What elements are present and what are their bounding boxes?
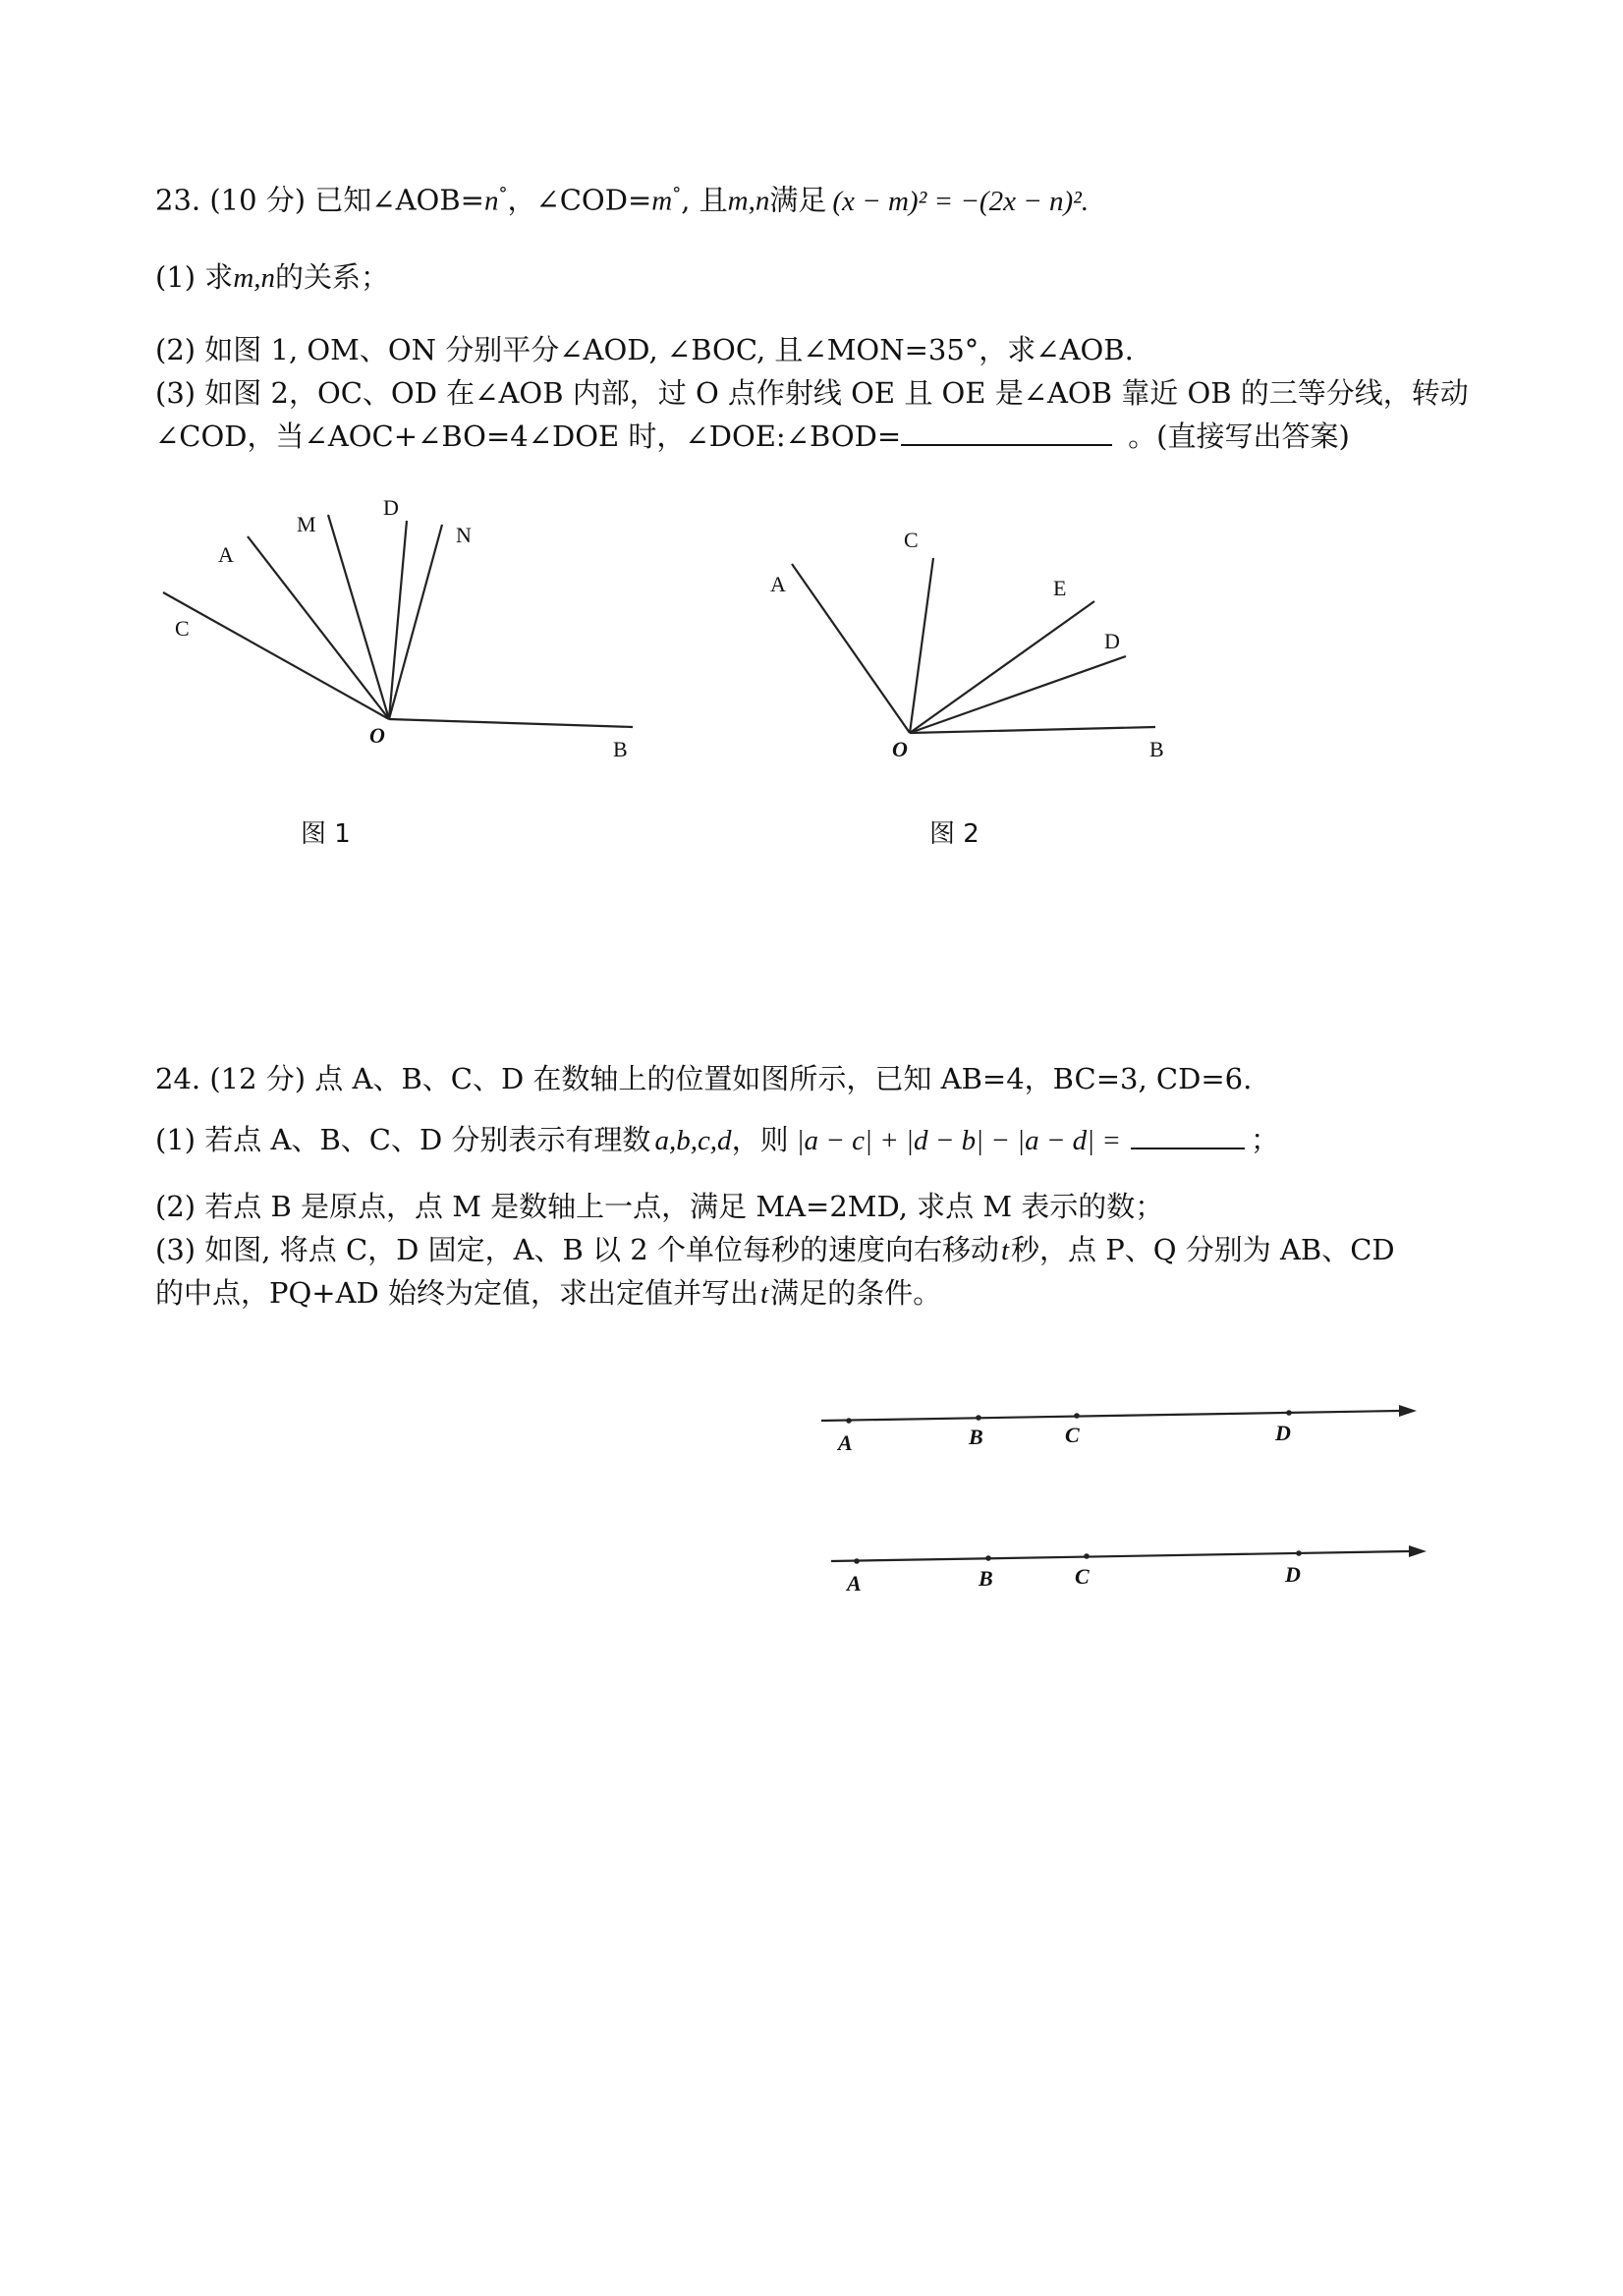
var-n: n xyxy=(483,185,499,217)
axis2-label-b: B xyxy=(979,1566,993,1591)
fig2-label-o: O xyxy=(892,737,908,761)
q23-header xyxy=(155,175,1089,221)
fig2-ray-oc xyxy=(910,558,933,733)
q23-part3-line2b: 。(直接写出答案) xyxy=(1128,420,1350,453)
var-t: t xyxy=(760,1278,769,1310)
q23-header-a: 23. (10 分) 已知∠AOB= xyxy=(155,183,484,217)
var-t: t xyxy=(1000,1235,1010,1266)
vars-abcd: a,b,c,d xyxy=(654,1125,732,1156)
q24-part3-line2b: 满足的条件。 xyxy=(770,1276,942,1310)
ray-on xyxy=(389,525,442,719)
answer-blank[interactable] xyxy=(901,419,1112,446)
point-a xyxy=(854,1558,860,1564)
figure-2-caption: 图 2 xyxy=(929,819,979,849)
q24-part1-b: ，则 xyxy=(731,1123,789,1156)
point-c xyxy=(1084,1553,1090,1559)
number-line-1 xyxy=(821,1405,1417,1455)
arrow-head xyxy=(1409,1545,1427,1557)
vars-mn: m,n xyxy=(233,262,276,294)
axis2-label-c: C xyxy=(1075,1564,1090,1589)
q24-part3-line2a: 的中点，PQ+AD 始终为定值，求出定值并写出 xyxy=(155,1276,758,1310)
label-b: B xyxy=(613,737,628,761)
q24-part1-a: (1) 若点 A、B、C、D 分别表示有理数 xyxy=(155,1123,651,1156)
label-n: N xyxy=(456,523,472,547)
point-d xyxy=(1296,1550,1302,1556)
point-b xyxy=(985,1555,991,1561)
ray-od xyxy=(389,521,407,719)
figure-1-caption: 图 1 xyxy=(301,819,351,849)
q24-part3-line2 xyxy=(155,1273,941,1314)
answer-blank[interactable] xyxy=(1131,1122,1245,1149)
q24-header: 24. (12 分) 点 A、B、C、D 在数轴上的位置如图所示，已知 AB=4，BC=3, CD=6. xyxy=(155,1062,1253,1095)
fig2-label-a: A xyxy=(770,572,786,596)
ray-oa xyxy=(248,536,389,719)
q24-part3-line1 xyxy=(155,1230,1395,1270)
label-c: C xyxy=(175,616,190,641)
fig2-ray-oe xyxy=(910,601,1094,733)
equation: (x − m)² = −(2x − n)². xyxy=(832,185,1090,217)
q23-part1-a: (1) 求 xyxy=(155,260,234,294)
degree-mark: ° xyxy=(498,184,508,204)
q23-part3-line2a: ∠COD，当∠AOC+∠BO=4∠DOE 时，∠DOE:∠BOD= xyxy=(155,420,902,453)
q23-part3-line1: (3) 如图 2，OC、OD 在∠AOB 内部，过 O 点作射线 OE 且 OE 是∠AOB 靠近 OB 的三等分线，转动 xyxy=(155,376,1469,410)
var-m: m xyxy=(651,185,673,217)
vars-mn: m,n xyxy=(727,185,770,217)
q23-part2: (2) 如图 1, OM、ON 分别平分∠AOD, ∠BOC, 且∠MON=35°，求∠AOB. xyxy=(155,333,1134,366)
q24-part3-line1a: (3) 如图, 将点 C，D 固定，A、B 以 2 个单位每秒的速度向右移动 xyxy=(155,1233,999,1266)
axis1-label-d: D xyxy=(1275,1421,1291,1445)
fig2-label-d: D xyxy=(1104,629,1120,653)
q24-part1 xyxy=(155,1120,1279,1160)
axis1-label-b: B xyxy=(969,1425,983,1449)
q23-part1 xyxy=(155,257,389,298)
ray-oc xyxy=(163,592,389,719)
q23-header-b: ，∠COD= xyxy=(507,183,652,217)
axis1-label-a: A xyxy=(838,1430,853,1455)
degree-mark: ° xyxy=(672,184,682,204)
label-o: O xyxy=(369,723,385,748)
fig2-label-b: B xyxy=(1149,737,1164,761)
label-m: M xyxy=(297,512,316,536)
number-line-2 xyxy=(831,1545,1427,1596)
axis2-label-a: A xyxy=(847,1571,862,1596)
point-a xyxy=(846,1418,852,1424)
point-d xyxy=(1286,1410,1292,1416)
q23-header-d: 满足 xyxy=(769,183,827,217)
fig2-label-e: E xyxy=(1053,576,1067,600)
q24-part3-line1b: 秒，点 P、Q 分别为 AB、CD xyxy=(1011,1233,1395,1266)
point-c xyxy=(1074,1413,1080,1419)
q23-part3-line2 xyxy=(155,417,1350,456)
axis1-label-c: C xyxy=(1065,1423,1080,1447)
q23-header-c: , 且 xyxy=(681,183,728,217)
label-d: D xyxy=(383,495,399,520)
fig2-ray-ob xyxy=(910,727,1155,733)
q24-part2: (2) 若点 B 是原点，点 M 是数轴上一点，满足 MA=2MD, 求点 M 表示的数； xyxy=(155,1190,1164,1223)
abs-expression: |a − c| + |d − b| − |a − d| = xyxy=(796,1125,1121,1156)
ray-om xyxy=(328,515,389,719)
q23-part1-b: 的关系； xyxy=(275,260,390,294)
q24-part1-end: ； xyxy=(1250,1123,1279,1156)
label-a: A xyxy=(218,542,234,567)
fig2-ray-oa xyxy=(792,564,910,733)
arrow-head xyxy=(1399,1405,1417,1417)
fig2-label-c: C xyxy=(904,528,919,552)
axis2-label-d: D xyxy=(1285,1562,1301,1587)
ray-ob xyxy=(389,719,633,727)
fig2-ray-od xyxy=(910,656,1126,733)
point-b xyxy=(976,1415,981,1421)
